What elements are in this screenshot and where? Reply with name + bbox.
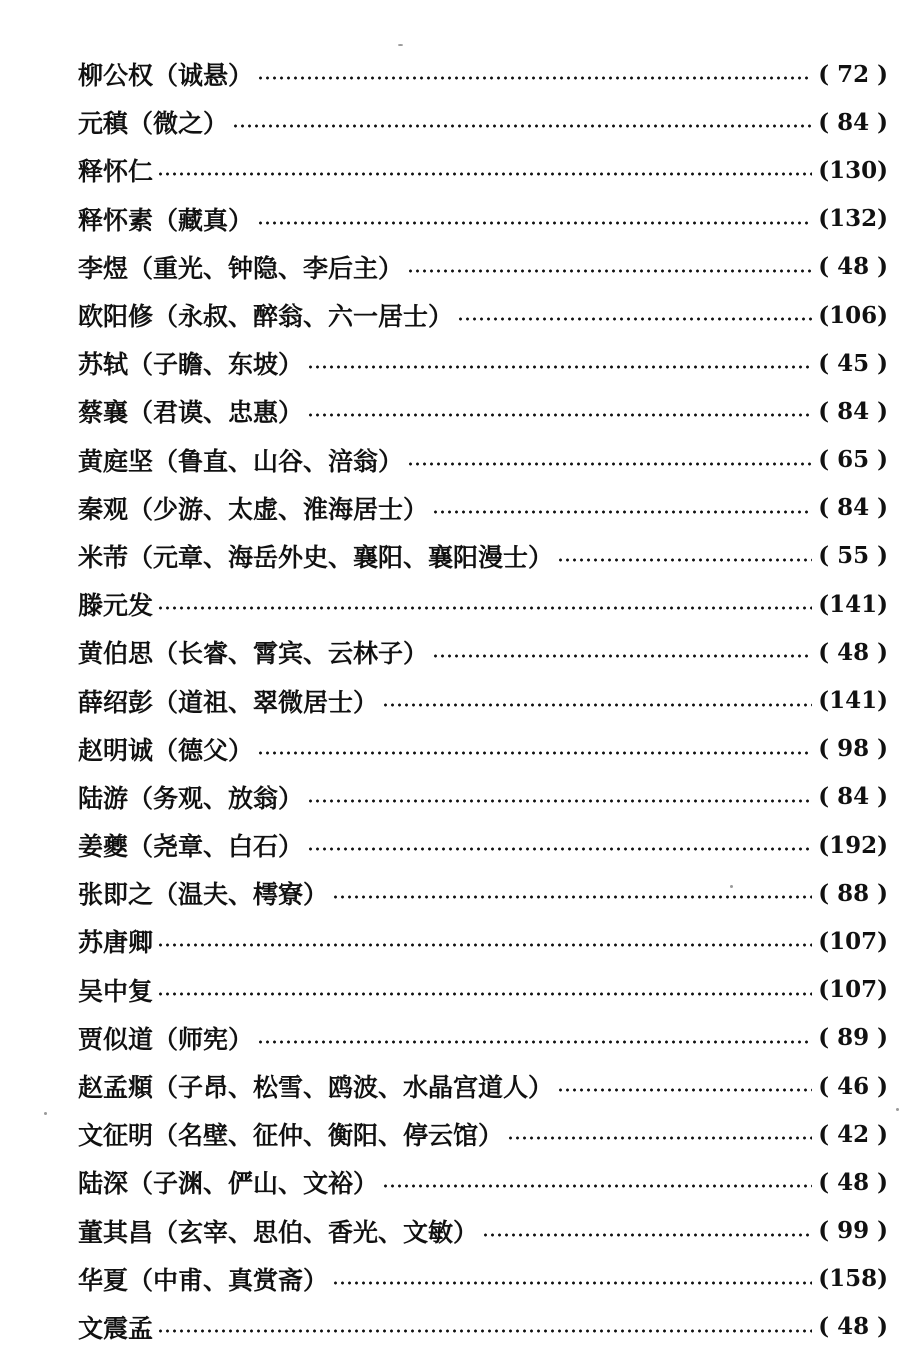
dot-leader <box>457 317 812 321</box>
entry-page-number: ( 55 ) <box>818 542 888 570</box>
index-entry <box>78 628 888 676</box>
entry-page-number: ( 84 ) <box>818 783 888 811</box>
entry-page-number: (132) <box>818 205 888 233</box>
entry-alias: （玄宰、思伯、香光、文敏） <box>153 1217 479 1247</box>
index-entry <box>78 917 888 965</box>
entry-page-number: ( 89 ) <box>818 1024 888 1052</box>
entry-alias: （子渊、俨山、文裕） <box>128 1169 379 1199</box>
entry-page-number: ( 99 ) <box>818 1217 888 1245</box>
entry-name: 吴中复 <box>78 976 154 1006</box>
entry-name: 释怀仁 <box>78 157 154 187</box>
entry-name: 蔡襄 <box>78 398 129 428</box>
entry-name: 释怀素 <box>78 205 154 235</box>
entry-name: 元稹 <box>78 109 129 139</box>
entry-name: 李煜 <box>78 253 129 283</box>
index-entry <box>78 1062 888 1110</box>
dot-leader <box>557 1088 812 1092</box>
entry-name: 滕元发 <box>78 591 154 621</box>
entry-page-number: ( 48 ) <box>818 253 888 281</box>
index-entry <box>78 1110 888 1158</box>
index-entry <box>78 1303 888 1351</box>
dot-leader <box>157 606 812 610</box>
dot-leader <box>157 943 812 947</box>
dot-leader <box>382 703 812 707</box>
index-entry <box>78 50 888 98</box>
entry-alias: （元章、海岳外史、襄阳、襄阳漫士） <box>128 542 554 572</box>
entry-alias: （重光、钟隐、李后主） <box>128 253 404 283</box>
dot-leader <box>432 654 812 658</box>
index-entry <box>78 1158 888 1206</box>
index-entry <box>78 146 888 194</box>
index-entry <box>78 869 888 917</box>
dot-leader <box>307 365 812 369</box>
entry-page-number: ( 65 ) <box>818 446 888 474</box>
entry-page-number: (130) <box>818 156 888 184</box>
entry-alias: （鲁直、山谷、涪翁） <box>153 446 404 476</box>
entry-page-number: ( 84 ) <box>818 397 888 425</box>
dot-leader <box>432 510 812 514</box>
dot-leader <box>482 1233 812 1237</box>
entry-name: 苏唐卿 <box>78 928 154 958</box>
dot-leader <box>157 992 812 996</box>
dot-leader <box>307 799 812 803</box>
index-entry <box>78 725 888 773</box>
entry-alias: （藏真） <box>153 205 254 235</box>
dot-leader <box>257 751 812 755</box>
scan-speck <box>896 1108 899 1111</box>
entry-alias: （微之） <box>128 109 229 139</box>
entry-alias: （诚悬） <box>153 61 254 91</box>
dot-leader <box>257 76 812 80</box>
entry-name: 贾似道 <box>78 1024 154 1054</box>
entry-alias: （温夫、樗寮） <box>153 880 329 910</box>
index-entry <box>78 387 888 435</box>
entry-name: 华夏 <box>78 1265 129 1295</box>
entry-page-number: (107) <box>818 976 888 1004</box>
entry-name: 赵明诚 <box>78 735 154 765</box>
index-entry <box>78 243 888 291</box>
dot-leader <box>332 895 812 899</box>
index-entry <box>78 339 888 387</box>
entry-page-number: (107) <box>818 927 888 955</box>
entry-page-number: (106) <box>818 301 888 329</box>
entry-alias: （子瞻、东坡） <box>128 350 304 380</box>
entry-alias: （德父） <box>153 735 254 765</box>
entry-page-number: ( 88 ) <box>818 879 888 907</box>
index-entry <box>78 676 888 724</box>
index-entry <box>78 821 888 869</box>
entry-name: 张即之 <box>78 880 154 910</box>
dot-leader <box>407 269 812 273</box>
index-entry <box>78 1207 888 1255</box>
entry-page-number: (158) <box>818 1265 888 1293</box>
index-entry <box>78 436 888 484</box>
entry-name: 陆游 <box>78 783 129 813</box>
entry-page-number: (141) <box>818 590 888 618</box>
entry-page-number: (192) <box>818 831 888 859</box>
index-entry <box>78 580 888 628</box>
index-entry <box>78 966 888 1014</box>
dot-leader <box>157 172 812 176</box>
entry-name: 柳公权 <box>78 61 154 91</box>
entry-name: 董其昌 <box>78 1217 154 1247</box>
entry-name: 姜夔 <box>78 832 129 862</box>
entry-alias: （君谟、忠惠） <box>128 398 304 428</box>
index-entry <box>78 1255 888 1303</box>
entry-page-number: ( 84 ) <box>818 108 888 136</box>
dot-leader <box>307 847 812 851</box>
scan-speck <box>44 1112 47 1115</box>
entry-page-number: ( 84 ) <box>818 494 888 522</box>
entry-name: 黄庭坚 <box>78 446 154 476</box>
index-entry <box>78 195 888 243</box>
dot-leader <box>407 462 812 466</box>
dot-leader <box>232 124 812 128</box>
entry-page-number: ( 72 ) <box>818 60 888 88</box>
entry-alias: （务观、放翁） <box>128 783 304 813</box>
entry-alias: （永叔、醉翁、六一居士） <box>153 302 454 332</box>
entry-name: 文震孟 <box>78 1313 154 1343</box>
index-entry <box>78 773 888 821</box>
dot-leader <box>307 413 812 417</box>
scan-speck <box>730 885 733 888</box>
dot-leader <box>157 1329 812 1333</box>
entry-alias: （尧章、白石） <box>128 832 304 862</box>
index-entry <box>78 1014 888 1062</box>
entry-alias: （中甫、真赏斋） <box>128 1265 329 1295</box>
index-entry <box>78 532 888 580</box>
entry-name: 赵孟頫 <box>78 1073 154 1103</box>
entry-name: 秦观 <box>78 494 129 524</box>
dot-leader <box>257 1040 812 1044</box>
dot-leader <box>332 1281 812 1285</box>
entry-name: 米芾 <box>78 542 129 572</box>
entry-page-number: ( 48 ) <box>818 1168 888 1196</box>
entry-alias: （道祖、翠微居士） <box>153 687 379 717</box>
entry-name: 薛绍彭 <box>78 687 154 717</box>
entry-page-number: ( 46 ) <box>818 1072 888 1100</box>
entry-page-number: (141) <box>818 687 888 715</box>
entry-page-number: ( 48 ) <box>818 1313 888 1341</box>
entry-name: 黄伯思 <box>78 639 154 669</box>
entry-alias: （师宪） <box>153 1024 254 1054</box>
dot-leader <box>557 558 812 562</box>
entry-alias: （子昂、松雪、鸥波、水晶宫道人） <box>153 1073 554 1103</box>
entry-name: 陆深 <box>78 1169 129 1199</box>
index-entry <box>78 484 888 532</box>
dot-leader <box>382 1184 812 1188</box>
dot-leader <box>257 221 812 225</box>
entry-name: 文征明 <box>78 1121 154 1151</box>
entry-alias: （少游、太虚、淮海居士） <box>128 494 429 524</box>
entry-page-number: ( 98 ) <box>818 735 888 763</box>
entry-name: 欧阳修 <box>78 302 154 332</box>
scan-speck <box>398 44 403 46</box>
entry-name: 苏轼 <box>78 350 129 380</box>
dot-leader <box>507 1136 812 1140</box>
entry-page-number: ( 48 ) <box>818 638 888 666</box>
entry-page-number: ( 42 ) <box>818 1120 888 1148</box>
index-entry <box>78 291 888 339</box>
entry-alias: （长睿、霄宾、云林子） <box>153 639 429 669</box>
name-index-list <box>78 50 888 1351</box>
entry-alias: （名壁、征仲、衡阳、停云馆） <box>153 1121 504 1151</box>
entry-page-number: ( 45 ) <box>818 349 888 377</box>
index-entry <box>78 98 888 146</box>
